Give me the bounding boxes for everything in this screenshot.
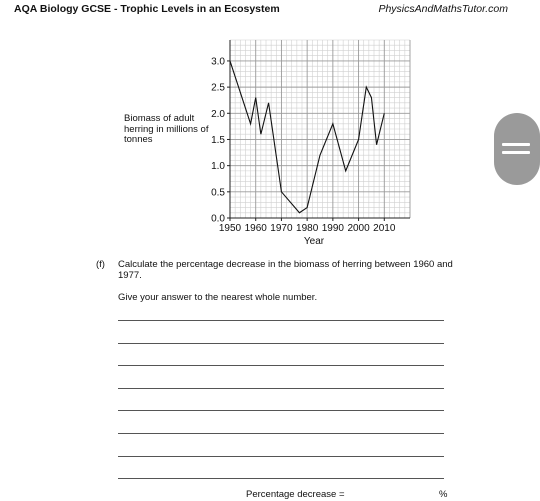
page-title: AQA Biology GCSE - Trophic Levels in an Ecosystem	[14, 3, 280, 15]
menu-tab[interactable]	[494, 113, 540, 185]
x-tick-label: 1990	[321, 223, 344, 234]
x-tick-label: 1980	[296, 223, 319, 234]
question-number: (f)	[96, 259, 105, 270]
answer-line[interactable]	[118, 343, 444, 344]
x-tick-label: 1950	[218, 223, 242, 234]
y-tick-label: 2.5	[211, 82, 225, 94]
y-tick-label: 0.0	[211, 213, 225, 225]
x-tick-label: 1970	[270, 223, 293, 234]
answer-line[interactable]	[118, 320, 444, 321]
answer-line[interactable]	[118, 410, 444, 411]
y-axis-label: Biomass of adult herring in millions of tonnes	[124, 113, 209, 145]
question-instruction: Give your answer to the nearest whole number.	[118, 292, 318, 303]
x-tick-label: 2000	[347, 223, 370, 234]
y-tick-label: 2.0	[211, 108, 225, 120]
answer-line[interactable]	[118, 456, 444, 457]
answer-line[interactable]	[118, 433, 444, 434]
x-axis-label: Year	[303, 236, 325, 247]
x-tick-label: 2010	[373, 223, 396, 234]
answer-label: Percentage decrease =	[246, 489, 345, 500]
answer-line[interactable]	[118, 388, 444, 389]
question-text: Calculate the percentage decrease in the biomass of herring between 1960 and 1977.	[118, 259, 453, 281]
answer-line[interactable]	[118, 365, 444, 366]
y-tick-label: 3.0	[211, 56, 225, 68]
source-site: PhysicsAndMathsTutor.com	[378, 3, 508, 15]
answer-unit: %	[439, 489, 448, 500]
menu-icon	[502, 151, 530, 154]
menu-icon	[502, 143, 530, 146]
y-tick-label: 1.5	[211, 134, 225, 146]
y-tick-label: 1.0	[211, 161, 225, 173]
x-tick-label: 1960	[244, 223, 267, 234]
y-tick-label: 0.5	[211, 187, 225, 199]
answer-line[interactable]	[118, 478, 444, 479]
